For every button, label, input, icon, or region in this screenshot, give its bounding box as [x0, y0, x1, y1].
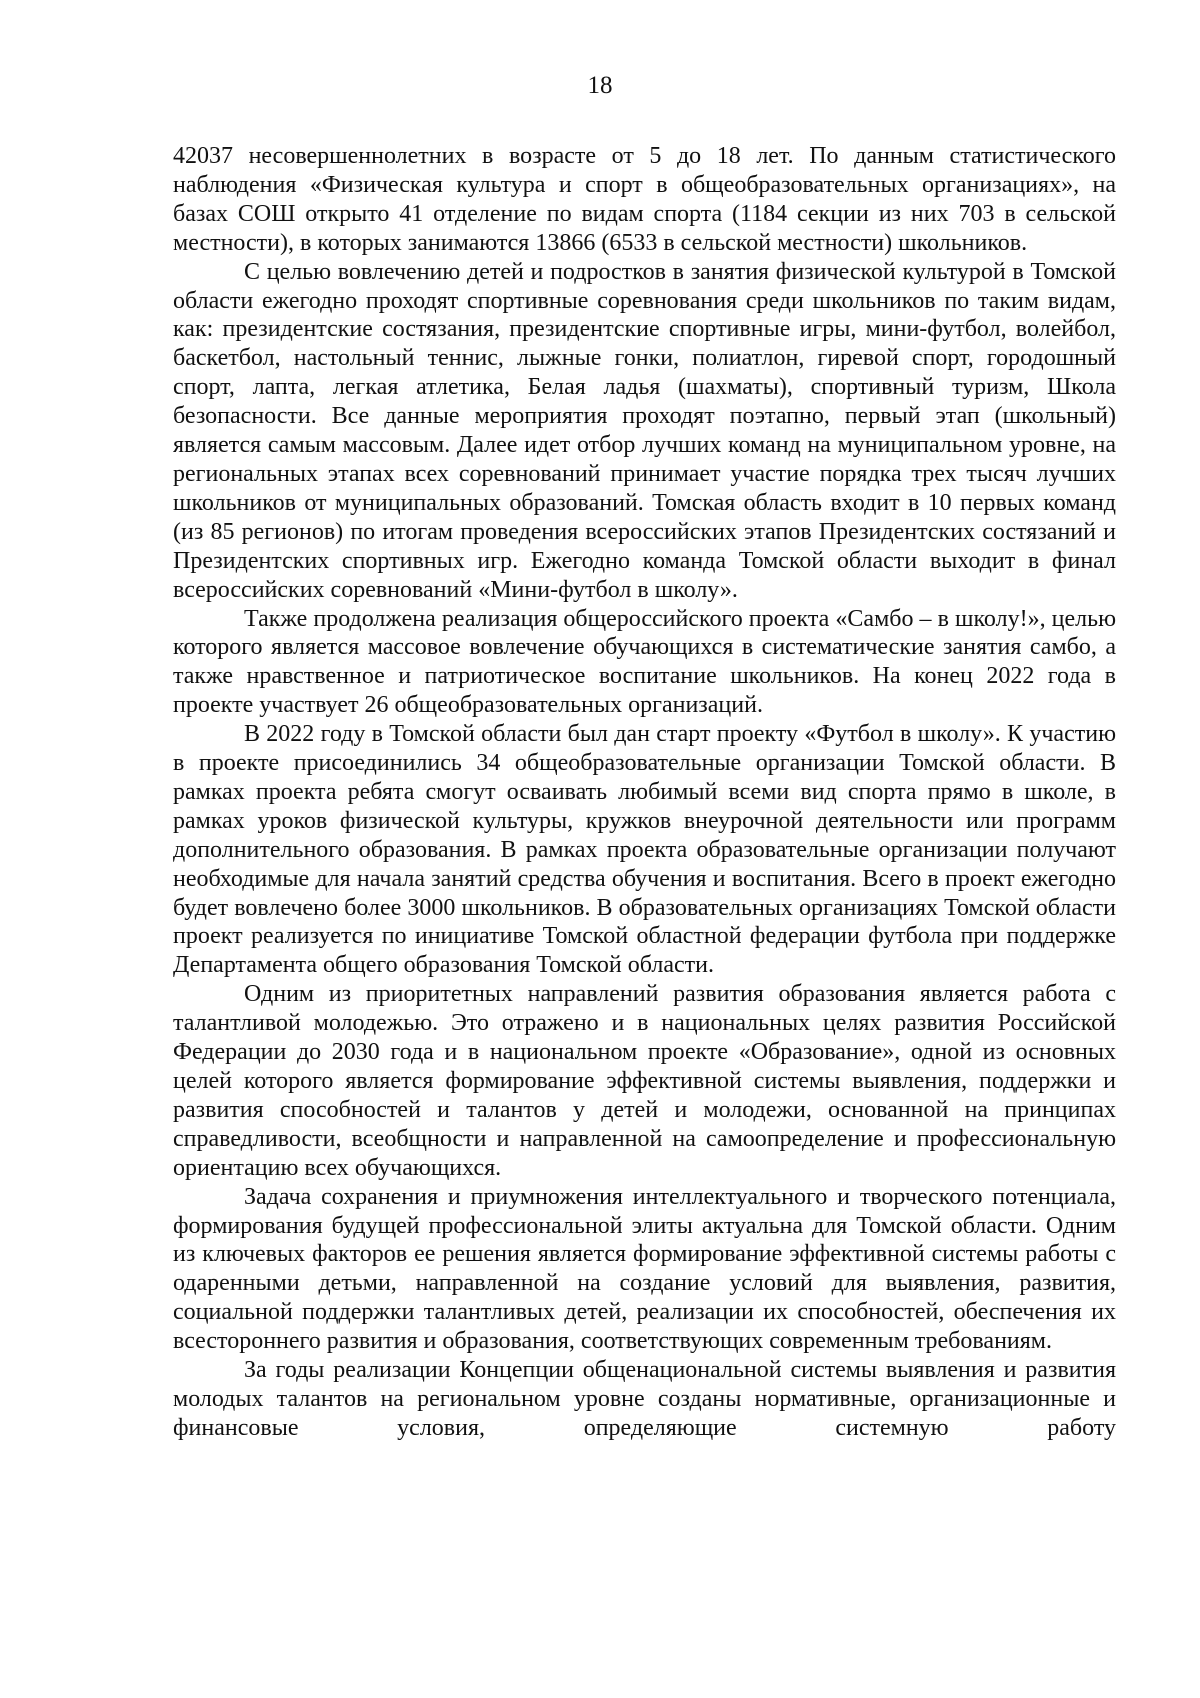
paragraph-football-project: В 2022 году в Томской области был дан старт проекту «Футбол в школу». К участию в проекте присоединились 34 общеобразовательные организации Томской области. В рамках проекта ребята смогут осваивать любимый всеми вид спорта прямо в школе, в рамках уроков физической культуры, кружков внеурочной деятельности или программ дополнительного образования. В рамках проекта образовательные организации получают необходимые для начала занятий средства обучения и воспитания. Всего в проект ежегодно будет вовлечено более 3000 школьников. В образовательных организациях Томской области проект реализуется по инициативе Томской областной федерации футбола при поддержке Департамента общего образования Томской области. — [173, 721, 1116, 979]
paragraph-talented-youth: Одним из приоритетных направлений развития образования является работа с талантливой молодежью. Это отражено и в национальных целях развития Российской Федерации до 2030 года и в национальном проекте «Образование», одной из основных целей которого является формирование эффективной системы выявления, поддержки и развития способностей и талантов у детей и молодежи, основанной на принципах справедливости, всеобщности и направленной на самоопределение и профессиональную ориентацию всех обучающихся. — [173, 981, 1116, 1181]
paragraph-concept-implementation: За годы реализации Концепции общенациональной системы выявления и развития молодых талантов на региональном уровне созданы нормативные, организационные и финансовые условия, определяющие системную работу — [173, 1357, 1116, 1441]
body-text — [173, 142, 1116, 1443]
paragraph-school-sports-stats: 42037 несовершеннолетних в возрасте от 5 до 18 лет. По данным статистического наблюдения «Физическая культура и спорт в общеобразовательных организациях», на базах СОШ открыто 41 отделение по видам спорта (1184 секции из них 703 в сельской местности), в которых занимаются 13866 (6533 в сельской местности) школьников. — [173, 143, 1116, 256]
paragraph-sports-competitions: С целью вовлечению детей и подростков в занятия физической культурой в Томской области ежегодно проходят спортивные соревнования среди школьников по таким видам, как: президентские состязания, президентские спортивные игры, мини-футбол, волейбол, баскетбол, настольный теннис, лыжные гонки, полиатлон, гиревой спорт, городошный спорт, лапта, легкая атлетика, Белая ладья (шахматы), спортивный туризм, Школа безопасности. Все данные мероприятия проходят поэтапно, первый этап (школьный) является самым массовым. Далее идет отбор лучших команд на муниципальном уровне, на региональных этапах всех соревнований принимает участие порядка трех тысяч лучших школьников от муниципальных образований. Томская область входит в 10 первых команд (из 85 регионов) по итогам проведения всероссийских этапов Президентских состязаний и Президентских спортивных игр. Ежегодно команда Томской области выходит в финал всероссийских соревнований «Мини-футбол в школу». — [173, 258, 1116, 603]
paragraph-gifted-children: Задача сохранения и приумножения интеллектуального и творческого потенциала, формирования будущей профессиональной элиты актуальна для Томской области. Одним из ключевых факторов ее решения является формирование эффективной системы работы с одаренными детьми, направленной на создание условий для выявления, развития, социальной поддержки талантливых детей, реализации их способностей, обеспечения их всестороннего развития и образования, соответствующих современным требованиям. — [173, 1183, 1116, 1355]
paragraph-sambo-project: Также продолжена реализация общероссийского проекта «Самбо – в школу!», целью которого является массовое вовлечение обучающихся в систематические занятия самбо, а также нравственное и патриотическое воспитание школьников. На конец 2022 года в проекте участвует 26 общеобразовательных организаций. — [173, 605, 1116, 719]
page-number: 18 — [587, 72, 613, 99]
